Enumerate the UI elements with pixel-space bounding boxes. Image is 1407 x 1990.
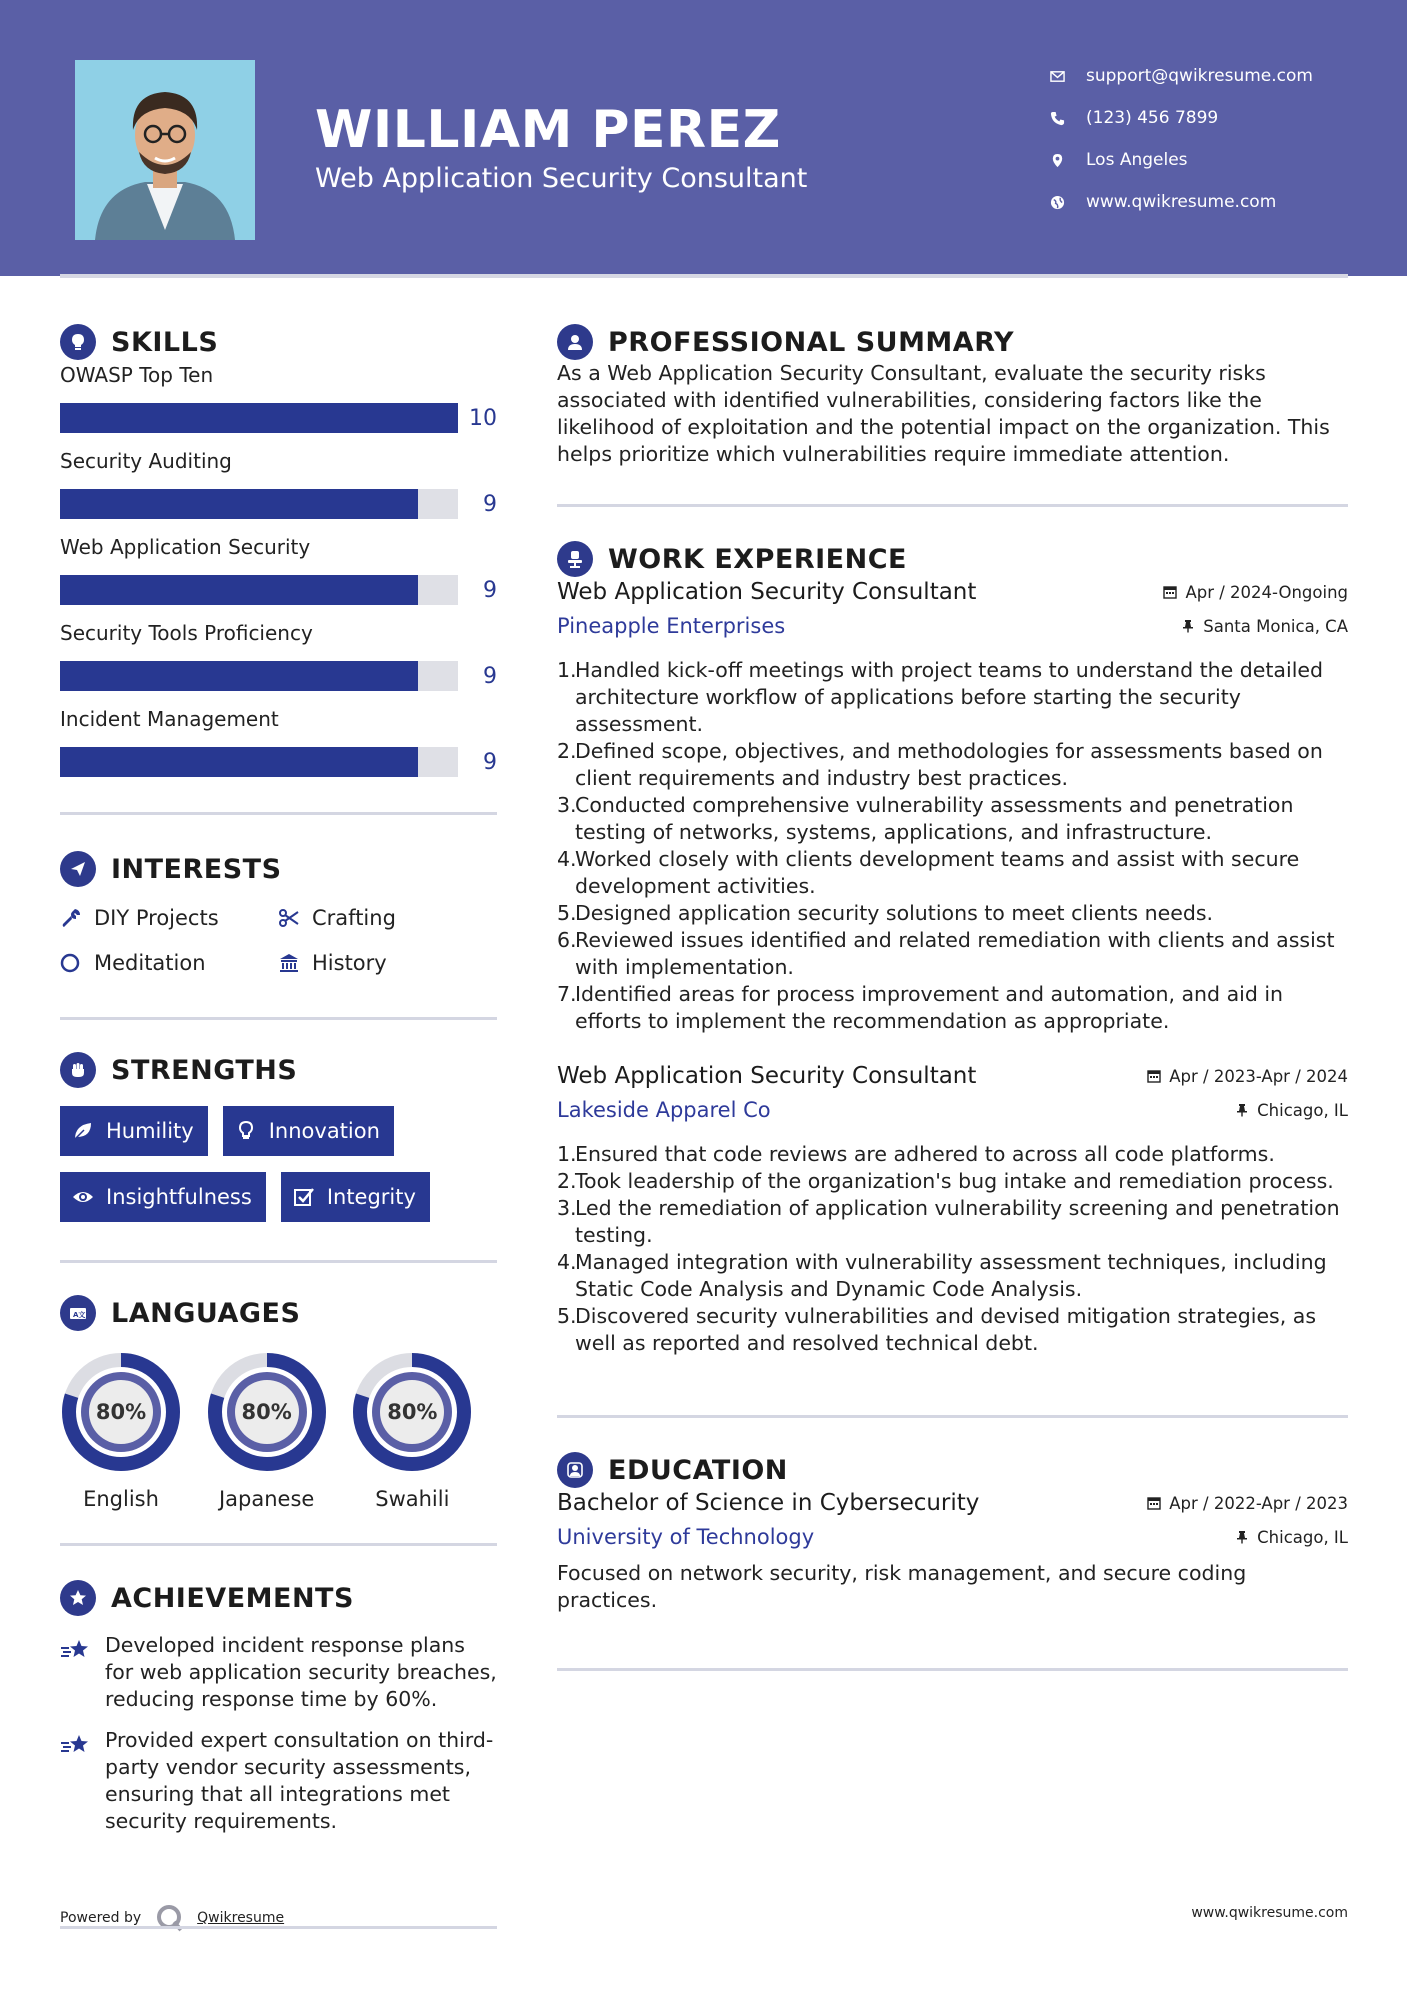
strength-label: Insightfulness [106,1185,252,1209]
duty-item: Took leadership of the organization's bug intake and remediation process. [575,1169,1334,1193]
summary-heading [557,318,1348,366]
job-duties [557,657,1348,1035]
job-duties [557,1141,1348,1357]
candidate-name: WILLIAM PEREZ [315,100,781,160]
paper-plane-icon [60,851,96,887]
education-dates: Apr / 2022-Apr / 2023 [1147,1494,1348,1513]
language-name: Japanese [218,1487,315,1511]
check-square-icon [293,1186,315,1208]
duty-item: Led the remediation of application vulnerability screening and penetration testing. [575,1196,1340,1247]
job-role: Web Application Security Consultant [557,1063,977,1089]
skill-bar-track [60,747,458,777]
skill-bar-track [60,575,458,605]
eye-icon [72,1186,94,1208]
duty-item: Discovered security vulnerabilities and devised mitigation strategies, as well as reported and resolved technical debt. [575,1304,1317,1355]
achievement-item [60,1632,497,1713]
duty-item: Ensured that code reviews are adhered to across all code platforms. [575,1142,1275,1166]
circle-icon [60,952,94,974]
language-percent: 80% [387,1400,438,1424]
duty-item: Managed integration with vulnerability assessment techniques, including Static Code Analysis and Dynamic Code Analysis. [575,1250,1327,1301]
fist-icon [60,1052,96,1088]
pushpin-icon [1235,1530,1249,1544]
experience-title: WORK EXPERIENCE [608,543,907,575]
language-name: English [83,1487,159,1511]
contact-email-text: support@qwikresume.com [1086,66,1313,86]
achievements-list [60,1632,497,1835]
language-percent: 80% [241,1400,292,1424]
map-pin-icon [1050,153,1086,168]
skill-value: 9 [483,577,497,603]
star-badge-icon [60,1580,96,1616]
languages-title: LANGUAGES [111,1297,301,1329]
interests-title: INTERESTS [111,853,282,885]
contact-website-text: www.qwikresume.com [1086,192,1277,212]
skill-bar-row [60,650,497,702]
summary-text: As a Web Application Security Consultant, evaluate the security risks associated with identified vulnerabilities, considering factors like the likelihood of exploitation and the potential impact on the organization. This helps prioritize which vulnerabilities require immediate attention. [557,361,1330,466]
strength-tag [223,1106,394,1156]
interest-item [278,940,496,985]
job-dates: Apr / 2023-Apr / 2024 [1147,1067,1348,1086]
job-role: Web Application Security Consultant [557,579,977,605]
interests-heading [60,845,497,893]
calendar-icon [1147,1496,1161,1510]
language-item [206,1351,352,1511]
language-donut [60,1351,182,1473]
shooting-star-icon [60,1727,105,1835]
achievements-heading [60,1574,497,1622]
skill-item [60,530,497,616]
duty-item: Handled kick-off meetings with project teams to understand the detailed architecture workflow of applications before starting the security assessment. [575,658,1324,736]
skill-bar-row [60,392,497,444]
languages-divider [60,1543,497,1546]
education-school: University of Technology [557,1525,815,1549]
strengths-title: STRENGTHS [111,1054,298,1086]
skill-item [60,444,497,530]
duty-item: Worked closely with clients development teams and assist with secure development activities. [575,847,1300,898]
office-chair-icon [557,541,593,577]
skill-bar-fill [60,747,418,777]
strengths-list [60,1106,497,1238]
interest-label: Crafting [312,905,396,930]
education-divider [557,1668,1348,1671]
skill-value: 9 [483,663,497,689]
education-degree: Bachelor of Science in Cybersecurity [557,1490,980,1516]
language-icon [60,1295,96,1331]
profile-photo [75,60,255,240]
leaf-icon [72,1120,94,1142]
skill-label: Security Auditing [60,449,232,473]
strength-label: Integrity [326,1185,416,1209]
skill-item [60,358,497,444]
interest-label: History [312,950,387,975]
strength-tag [281,1172,430,1222]
skill-bar-track [60,661,458,691]
job-dates: Apr / 2024-Ongoing [1163,583,1348,602]
interest-item [60,895,278,940]
skills-title: SKILLS [111,326,219,358]
interest-item [60,940,278,985]
skill-bar-row [60,478,497,530]
language-item [60,1351,206,1511]
candidate-title: Web Application Security Consultant [315,163,808,194]
contact-location-text: Los Angeles [1086,150,1188,170]
contact-phone-text: (123) 456 7899 [1086,108,1219,128]
summary-divider [557,504,1348,507]
skill-bar-fill [60,661,418,691]
left-column [60,318,497,1835]
skill-value: 9 [483,749,497,775]
summary-title: PROFESSIONAL SUMMARY [608,326,1015,358]
skill-label: OWASP Top Ten [60,363,214,387]
qwikresume-link[interactable]: Qwikresume [197,1910,285,1926]
contact-list [1050,55,1370,223]
header-divider [60,274,1348,278]
achievements-title: ACHIEVEMENTS [111,1582,354,1614]
strengths-heading [60,1046,497,1094]
calendar-icon [1163,585,1177,599]
job-entry [557,1059,1348,1357]
languages-heading [60,1289,497,1337]
job-location: Santa Monica, CA [1181,617,1348,636]
skill-bar-track [60,403,458,433]
strength-label: Humility [106,1119,194,1143]
shooting-star-icon [60,1632,105,1713]
footer-website[interactable]: www.qwikresume.com [1191,1905,1348,1921]
education-entry [557,1486,1348,1614]
wrench-icon [60,907,94,929]
language-name: Swahili [375,1487,450,1511]
interests-divider [60,1017,497,1020]
interests-list [60,895,497,985]
languages-list [60,1351,497,1511]
globe-icon [1050,195,1086,210]
skill-label: Incident Management [60,707,279,731]
contact-location [1050,139,1370,181]
scissors-icon [278,907,312,929]
strength-tag [60,1106,208,1156]
resume-header [0,0,1407,276]
bank-icon [278,952,312,974]
envelope-icon [1050,69,1086,84]
experience-divider [557,1415,1348,1418]
skill-label: Web Application Security [60,535,311,559]
skill-value: 9 [483,491,497,517]
interest-label: DIY Projects [94,905,219,930]
lightbulb-icon [235,1120,257,1142]
interest-label: Meditation [94,950,206,975]
contact-phone[interactable] [1050,97,1370,139]
strength-label: Innovation [268,1119,380,1143]
achievement-item [60,1727,497,1835]
language-percent: 80% [95,1400,147,1424]
pushpin-icon [1181,619,1195,633]
skill-item [60,616,497,702]
skills-divider [60,812,497,815]
strengths-divider [60,1260,497,1263]
calendar-icon [1147,1069,1161,1083]
powered-by-text: Powered by [60,1910,142,1926]
duty-item: Conducted comprehensive vulnerability assessments and penetration testing of networks, systems, applications, and infrastructure. [575,793,1294,844]
contact-email[interactable] [1050,55,1370,97]
user-icon [557,324,593,360]
skill-label: Security Tools Proficiency [60,621,313,645]
skill-value: 10 [469,405,497,431]
right-column [557,318,1348,1671]
duty-item: Designed application security solutions to meet clients needs. [575,901,1214,925]
job-company: Pineapple Enterprises [557,614,786,638]
education-description: Focused on network security, risk management, and secure coding practices. [557,1561,1247,1612]
duty-item: Reviewed issues identified and related remediation with clients and assist with implementation. [575,928,1335,979]
skill-item [60,702,497,788]
job-company: Lakeside Apparel Co [557,1098,771,1122]
pushpin-icon [1235,1103,1249,1117]
strength-tag [60,1172,266,1222]
education-location: Chicago, IL [1235,1528,1348,1547]
language-donut [351,1351,473,1473]
phone-icon [1050,111,1086,126]
skill-bar-fill [60,489,418,519]
education-title: EDUCATION [608,1454,788,1486]
language-item [351,1351,497,1511]
skill-bar-row [60,736,497,788]
graduate-icon [557,1452,593,1488]
job-entry [557,575,1348,1035]
skill-bar-track [60,489,458,519]
language-donut [206,1351,328,1473]
interest-item [278,895,496,940]
duty-item: Identified areas for process improvement and automation, and aid in efforts to implement the recommendation as appropriate. [575,982,1284,1033]
svg-text:A文: A文 [73,1311,86,1319]
achievement-text: Provided expert consultation on third-party vendor security assessments, ensuring that all integrations met security requirements. [105,1728,494,1833]
skill-bar-fill [60,575,418,605]
duty-item: Defined scope, objectives, and methodologies for assessments based on client requirements and industry best practices. [575,739,1323,790]
skills-list [60,358,497,788]
skill-bar-row [60,564,497,616]
footer-divider [60,1926,497,1929]
job-location: Chicago, IL [1235,1101,1348,1120]
lightbulb-icon [60,324,96,360]
contact-website[interactable] [1050,181,1370,223]
skill-bar-fill [60,403,458,433]
achievement-text: Developed incident response plans for web application security breaches, reducing response time by 60%. [105,1633,497,1711]
